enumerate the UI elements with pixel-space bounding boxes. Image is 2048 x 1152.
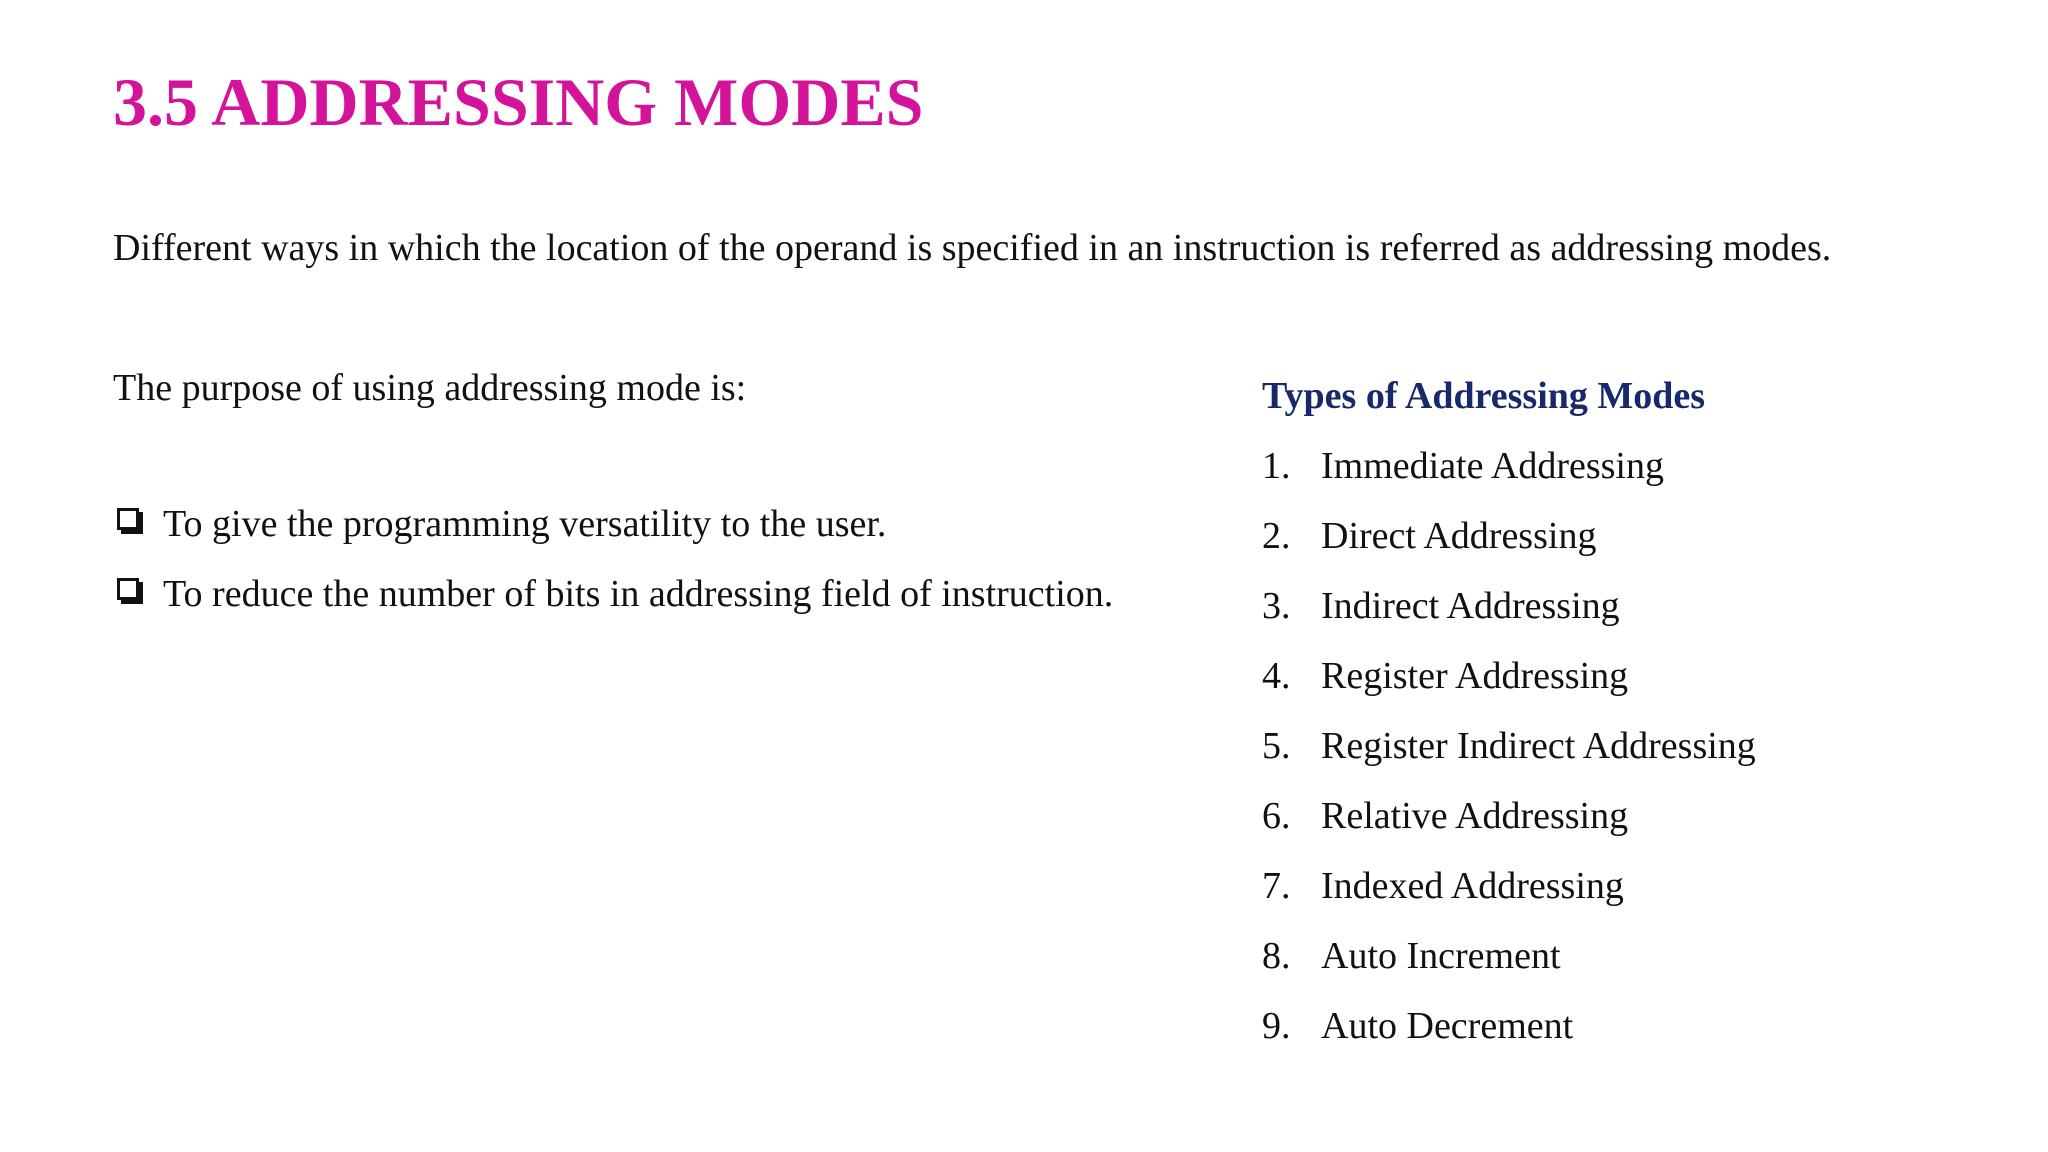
type-label: Register Addressing bbox=[1321, 655, 1629, 697]
type-label: Register Indirect Addressing bbox=[1321, 725, 1756, 767]
type-label: Indirect Addressing bbox=[1321, 585, 1620, 627]
type-number: 2. bbox=[1262, 515, 1291, 557]
type-label: Immediate Addressing bbox=[1321, 445, 1664, 487]
checkbox-bullet-icon bbox=[117, 508, 139, 530]
type-number: 5. bbox=[1262, 725, 1291, 767]
purpose-item-text: To reduce the number of bits in addressing field of instruction. bbox=[163, 573, 1114, 615]
type-number: 8. bbox=[1262, 935, 1291, 977]
type-number: 9. bbox=[1262, 1005, 1291, 1047]
type-label: Auto Decrement bbox=[1321, 1005, 1574, 1047]
type-label: Auto Increment bbox=[1321, 935, 1561, 977]
type-number: 6. bbox=[1262, 795, 1291, 837]
type-label: Indexed Addressing bbox=[1321, 865, 1624, 907]
checkbox-bullet-icon bbox=[117, 578, 139, 600]
types-heading: Types of Addressing Modes bbox=[1262, 375, 1706, 417]
type-number: 4. bbox=[1262, 655, 1291, 697]
type-number: 7. bbox=[1262, 865, 1291, 907]
type-number: 1. bbox=[1262, 445, 1291, 487]
type-label: Relative Addressing bbox=[1321, 795, 1629, 837]
type-label: Direct Addressing bbox=[1321, 515, 1597, 557]
intro-paragraph: Different ways in which the location of the operand is specified in an instruction is referred as addressing modes. bbox=[113, 227, 1832, 269]
purpose-item-text: To give the programming versatility to the user. bbox=[163, 503, 887, 545]
page-title: 3.5 ADDRESSING MODES bbox=[113, 64, 924, 140]
type-number: 3. bbox=[1262, 585, 1291, 627]
purpose-heading: The purpose of using addressing mode is: bbox=[113, 367, 747, 409]
